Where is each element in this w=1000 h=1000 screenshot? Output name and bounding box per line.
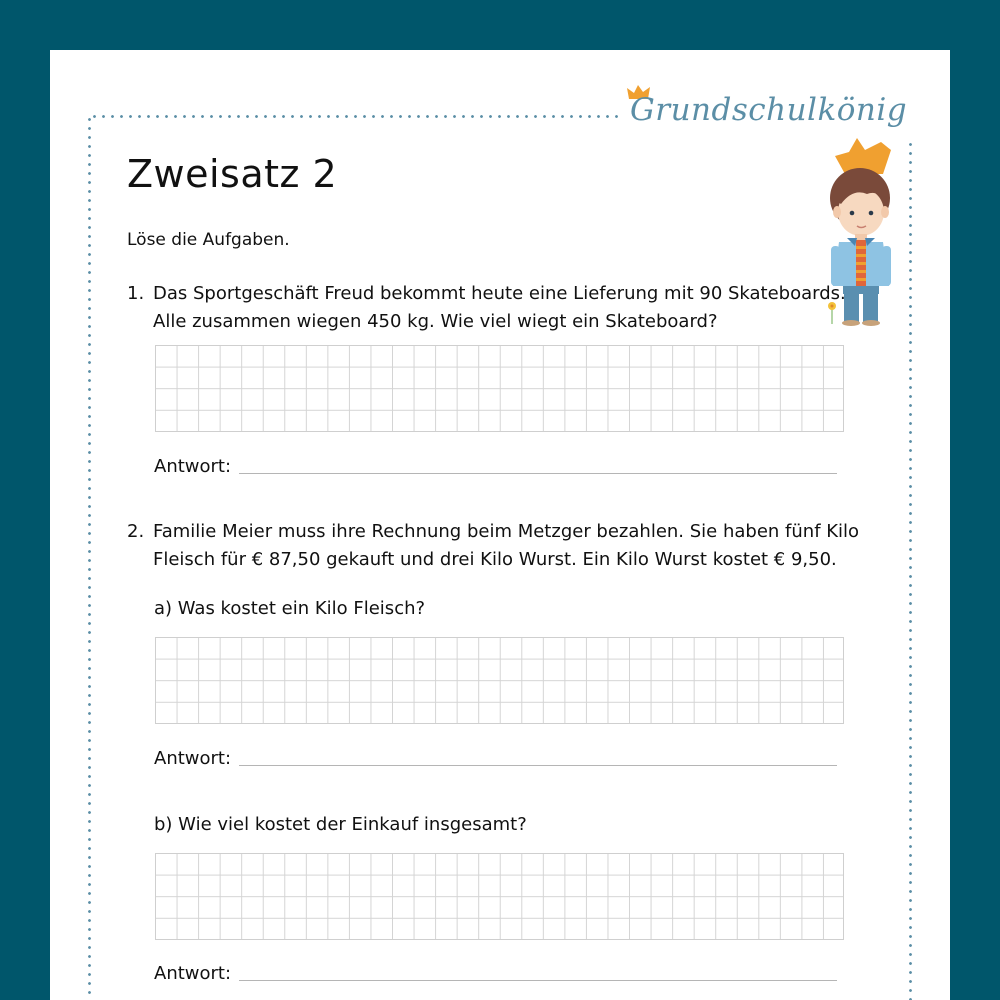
answer-row [154,748,837,769]
dotted-border-right [909,140,912,1000]
task-number: 2. [127,521,145,542]
task-text-line: Fleisch für € 87,50 gekauft und drei Kilo Wurst. Ein Kilo Wurst kostet € 9,50. [153,549,837,570]
dotted-border-top [90,115,620,118]
task-text-line: Das Sportgeschäft Freud bekommt heute eine Lieferung mit 90 Skateboards. [153,283,846,304]
task-number: 1. [127,283,145,304]
answer-line[interactable] [239,980,837,981]
answer-line[interactable] [239,765,837,766]
answer-label: Antwort: [154,748,232,769]
answer-line[interactable] [239,473,837,474]
task-1 [127,280,847,336]
subtask-a: a) Was kostet ein Kilo Fleisch? [154,598,426,619]
worksheet-title: Zweisatz 2 [127,152,338,196]
answer-row [154,456,837,477]
task-text-line: Familie Meier muss ihre Rechnung beim Metzger bezahlen. Sie haben fünf Kilo [153,521,860,542]
task-2 [127,518,860,574]
answer-label: Antwort: [154,963,232,984]
calculation-grid[interactable] [155,853,844,940]
dotted-border-left [88,115,91,1000]
instruction-text: Löse die Aufgaben. [127,230,290,250]
calculation-grid[interactable] [155,637,844,724]
calculation-grid[interactable] [155,345,844,432]
subtask-b: b) Wie viel kostet der Einkauf insgesamt? [154,814,527,835]
task-text-line: Alle zusammen wiegen 450 kg. Wie viel wiegt ein Skateboard? [153,311,718,332]
answer-row [154,963,837,984]
brand-logo: Grundschulkönig [630,92,908,128]
answer-label: Antwort: [154,456,232,477]
